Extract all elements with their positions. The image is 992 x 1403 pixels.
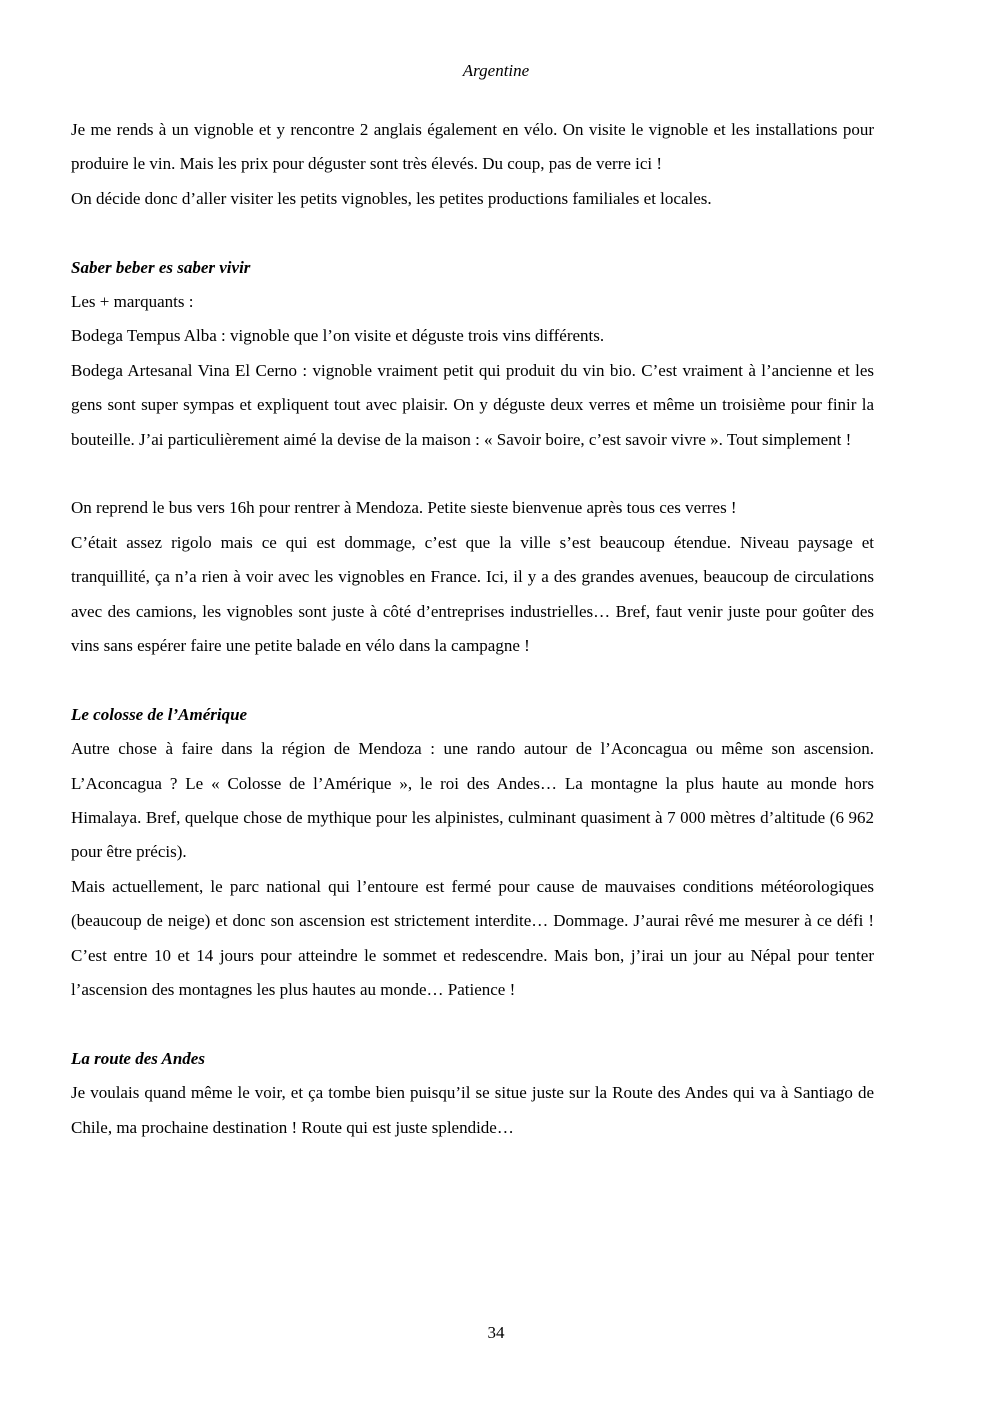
paragraph: Je me rends à un vignoble et y rencontre 2 anglais également en vélo. On visite le vignoble et les installations pour produire le vin. Mais les prix pour déguster sont très élevés. Du coup, pas de verre ici !: [71, 120, 874, 174]
paragraph: Bodega Tempus Alba : vignoble que l’on visite et déguste trois vins différents.: [71, 326, 605, 346]
document-body: [71, 113, 874, 1145]
paragraph: Mais actuellement, le parc national qui l’entoure est fermé pour cause de mauvaises conditions météorologiques (beaucoup de neige) et donc son ascension est strictement interdite… Dommage. J’aurai rêvé me mesurer à ce défi ! C’est entre 10 et 14 jours pour atteindre le sommet et redescendre. Mais bon, j’irai un jour au Népal pour tenter l’ascension des montagnes les plus hautes au monde… Patience !: [71, 876, 874, 1000]
blank-line: [71, 1008, 874, 1042]
section-heading: Le colosse de l’Amérique: [71, 704, 248, 724]
section-heading: La route des Andes: [71, 1048, 205, 1068]
paragraph: Autre chose à faire dans la région de Mendoza : une rando autour de l’Aconcagua ou même son ascension. L’Aconcagua ? Le « Colosse de l’Amérique », le roi des Andes… La montagne la plus haute au monde hors Himalaya. Bref, quelque chose de mythique pour les alpinistes, culminant quasiment à 7 000 mètres d’altitude (6 962 pour être précis).: [71, 739, 874, 862]
paragraph: On décide donc d’aller visiter les petits vignobles, les petites productions familiales et locales.: [71, 188, 712, 208]
page-header: Argentine: [462, 61, 530, 80]
paragraph: Je voulais quand même le voir, et ça tombe bien puisqu’il se situe juste sur la Route des Andes qui va à Santiago de Chile, ma prochaine destination ! Route qui est juste splendide…: [71, 1083, 874, 1137]
paragraph: Les + marquants :: [71, 292, 194, 312]
blank-line: [71, 663, 874, 697]
paragraph: Bodega Artesanal Vina El Cerno : vignoble vraiment petit qui produit du vin bio. C’est vraiment à l’ancienne et les gens sont super sympas et expliquent tout avec plaisir. On y déguste deux verres et même un troisième pour finir la bouteille. J’ai particulièrement aimé la devise de la maison : « Savoir boire, c’est savoir vivre ». Tout simplement !: [71, 360, 874, 449]
blank-line: [71, 457, 874, 491]
blank-line: [71, 216, 874, 250]
paragraph: C’était assez rigolo mais ce qui est dommage, c’est que la ville s’est beaucoup étendue. Niveau paysage et tranquillité, ça n’a rien à voir avec les vignobles en France. Ici, il y a des grandes avenues, beaucoup de circulations avec des camions, les vignobles sont juste à côté d’entreprises industrielles… Bref, faut venir juste pour goûter des vins sans espérer faire une petite balade en vélo dans la campagne !: [71, 532, 874, 656]
paragraph: On reprend le bus vers 16h pour rentrer à Mendoza. Petite sieste bienvenue après tous ces verres !: [71, 498, 737, 518]
section-heading: Saber beber es saber vivir: [71, 257, 251, 277]
page-number: 34: [487, 1323, 505, 1342]
